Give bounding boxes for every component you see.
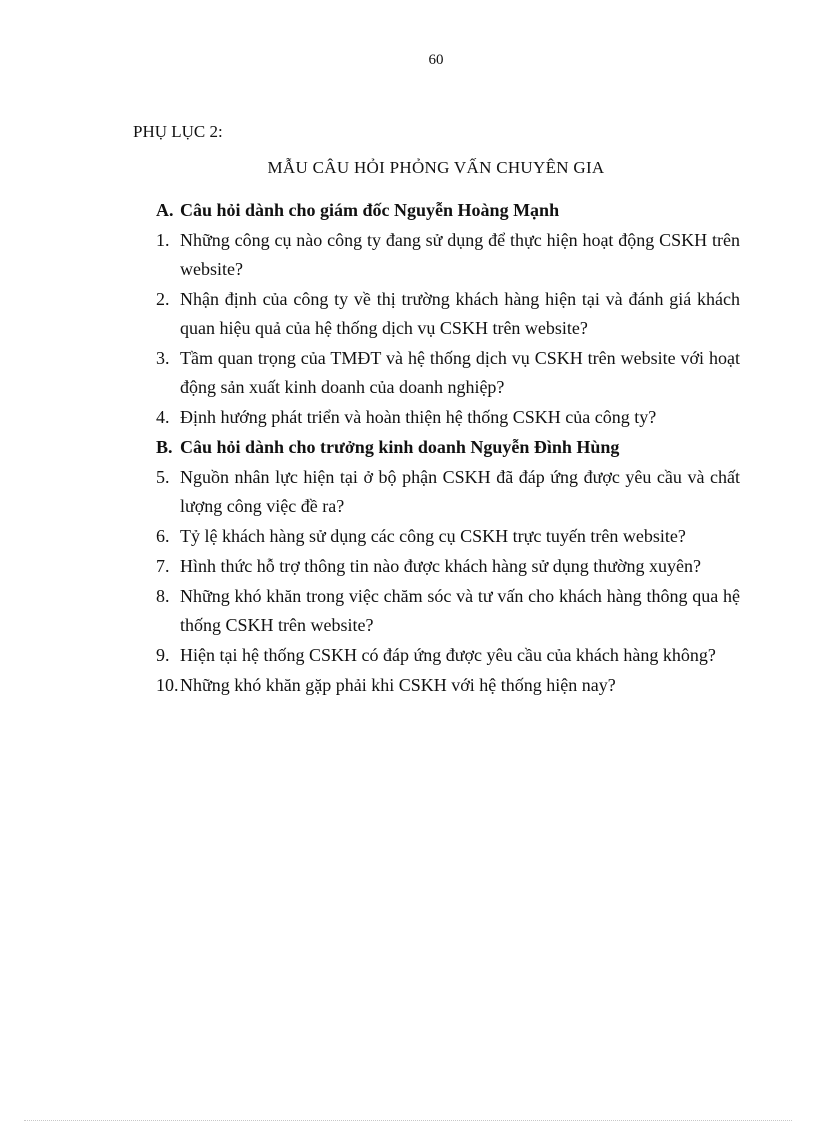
page-bottom-border bbox=[24, 1120, 792, 1121]
appendix-label: PHỤ LỤC 2: bbox=[133, 122, 223, 141]
question-item bbox=[156, 552, 740, 581]
question-number: 7. bbox=[156, 556, 170, 576]
question-number: 1. bbox=[156, 230, 170, 250]
question-number: 3. bbox=[156, 348, 170, 368]
question-text: Những khó khăn gặp phải khi CSKH với hệ thống hiện nay? bbox=[180, 675, 616, 695]
question-text: Hình thức hỗ trợ thông tin nào được khách hàng sử dụng thường xuyên? bbox=[180, 556, 701, 576]
question-item bbox=[156, 641, 740, 670]
section-heading-a bbox=[156, 196, 740, 225]
document-title: MẪU CÂU HỎI PHỎNG VẤN CHUYÊN GIA bbox=[267, 158, 605, 177]
question-number: 6. bbox=[156, 526, 170, 546]
question-item bbox=[156, 344, 740, 402]
section-heading-text: Câu hỏi dành cho giám đốc Nguyễn Hoàng Mạnh bbox=[180, 200, 560, 220]
question-item bbox=[156, 522, 740, 551]
question-text: Những công cụ nào công ty đang sử dụng để thực hiện hoạt động CSKH trên website? bbox=[180, 230, 740, 279]
section-heading-b bbox=[156, 433, 740, 462]
question-number: 5. bbox=[156, 467, 170, 487]
question-item bbox=[156, 463, 740, 521]
question-number: 4. bbox=[156, 407, 170, 427]
section-letter: B. bbox=[156, 437, 173, 457]
question-text: Tầm quan trọng của TMĐT và hệ thống dịch vụ CSKH trên website với hoạt động sản xuất kinh doanh của doanh nghiệp? bbox=[180, 348, 740, 397]
question-text: Nhận định của công ty về thị trường khách hàng hiện tại và đánh giá khách quan hiệu quả của hệ thống dịch vụ CSKH trên website? bbox=[180, 289, 740, 338]
question-number: 2. bbox=[156, 289, 170, 309]
page-number: 60 bbox=[428, 52, 444, 68]
question-number: 9. bbox=[156, 645, 170, 665]
question-text: Hiện tại hệ thống CSKH có đáp ứng được yêu cầu của khách hàng không? bbox=[180, 645, 716, 665]
question-item bbox=[156, 285, 740, 343]
question-number: 8. bbox=[156, 586, 170, 606]
question-item bbox=[156, 226, 740, 284]
section-heading-text: Câu hỏi dành cho trưởng kinh doanh Nguyễn Đình Hùng bbox=[180, 437, 620, 457]
question-item bbox=[156, 671, 740, 700]
section-letter: A. bbox=[156, 200, 174, 220]
question-text: Định hướng phát triển và hoàn thiện hệ thống CSKH của công ty? bbox=[180, 407, 657, 427]
question-text: Nguồn nhân lực hiện tại ở bộ phận CSKH đã đáp ứng được yêu cầu và chất lượng công việc đề ra? bbox=[180, 467, 740, 516]
question-number: 10. bbox=[156, 675, 179, 695]
question-text: Những khó khăn trong việc chăm sóc và tư vấn cho khách hàng thông qua hệ thống CSKH trên website? bbox=[180, 586, 740, 635]
question-item bbox=[156, 582, 740, 640]
question-text: Tỷ lệ khách hàng sử dụng các công cụ CSKH trực tuyến trên website? bbox=[180, 526, 686, 546]
question-item bbox=[156, 403, 740, 432]
questionnaire-body bbox=[156, 196, 740, 701]
